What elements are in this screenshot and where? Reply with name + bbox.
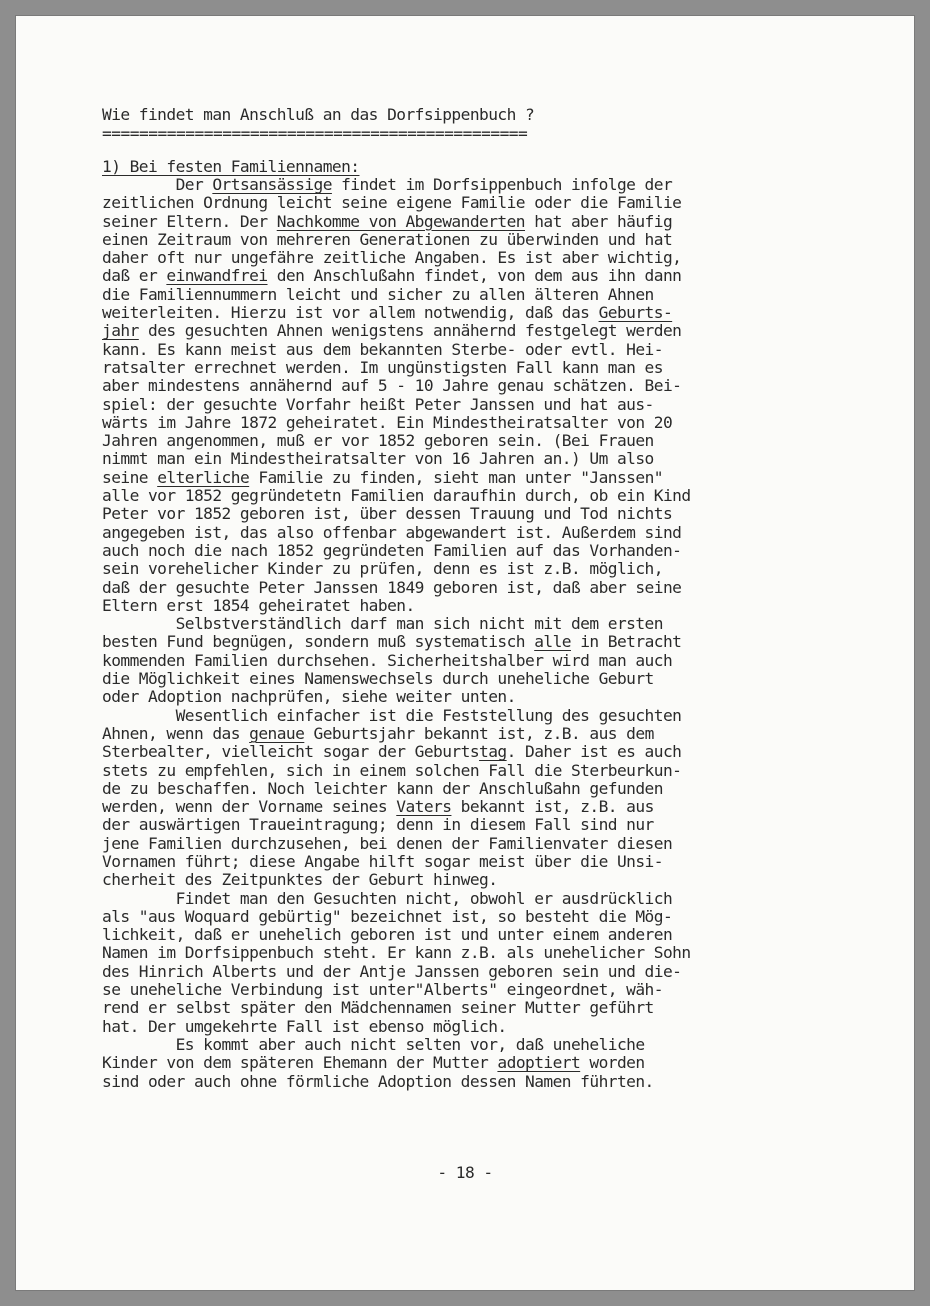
- text-segment: nimmt man ein Mindestheiratsalter von 16 Jahren an.) Um also: [102, 449, 654, 469]
- text-segment: sind oder auch ohne förmliche Adoption dessen Namen führten.: [102, 1071, 654, 1091]
- section-heading: 1) Bei festen Familiennamen:: [102, 157, 360, 176]
- text-segment: alle vor 1852 gegründetetn Familien daraufhin durch, ob ein Kind: [102, 486, 691, 506]
- text-line: [102, 780, 691, 798]
- text-line: [102, 963, 691, 981]
- text-line: [102, 743, 691, 761]
- text-line: [102, 542, 691, 560]
- text-line: [102, 908, 691, 926]
- text-line: [102, 560, 691, 578]
- text-segment: des gesuchten Ahnen wenigstens annähernd festgelegt werden: [138, 321, 682, 341]
- text-line: [102, 999, 691, 1017]
- document-page: [16, 16, 914, 1290]
- text-line: [102, 414, 691, 432]
- text-segment: seiner Eltern. Der: [102, 211, 277, 231]
- page-title: Wie findet man Anschluß an das Dorfsippenbuch ?: [102, 105, 535, 124]
- underlined-text: tag: [479, 742, 507, 762]
- underlined-text: genaue: [249, 723, 305, 743]
- text-segment: kann. Es kann meist aus dem bekannten Sterbe- oder evtl. Hei-: [102, 339, 663, 359]
- text-line: [102, 231, 691, 249]
- text-segment: . Daher ist es auch: [506, 742, 682, 762]
- text-segment: kommenden Familien durchsehen. Sicherheitshalber wird man auch: [102, 650, 673, 670]
- text-line: [102, 524, 691, 542]
- text-segment: Es kommt aber auch nicht selten vor, daß uneheliche: [102, 1034, 645, 1054]
- text-segment: Sterbealter, vielleicht sogar der Geburts: [102, 742, 480, 762]
- underlined-text: Vaters: [396, 797, 452, 817]
- text-segment: Ahnen, wenn das: [102, 723, 250, 743]
- text-segment: werden, wenn der Vorname seines: [102, 797, 397, 817]
- text-line: [102, 615, 691, 633]
- text-line: [102, 762, 691, 780]
- text-line: [102, 798, 691, 816]
- text-segment: seine: [102, 467, 158, 487]
- text-segment: jene Familien durchzusehen, bei denen der Familienvater diesen: [102, 833, 673, 853]
- text-line: [102, 944, 691, 962]
- text-segment: daher oft nur ungefähre zeitliche Angaben. Es ist aber wichtig,: [102, 248, 682, 268]
- text-line: [102, 487, 691, 505]
- text-segment: zeitlichen Ordnung leicht seine eigene Familie oder die Familie: [102, 193, 682, 213]
- text-segment: sein vorehelicher Kinder zu prüfen, denn es ist z.B. möglich,: [102, 559, 663, 579]
- text-line: [102, 249, 691, 267]
- text-segment: rend er selbst später den Mädchennamen seiner Mutter geführt: [102, 998, 654, 1018]
- text-line: [102, 1073, 691, 1091]
- text-line: [102, 652, 691, 670]
- text-line: [102, 890, 691, 908]
- text-line: [102, 377, 691, 395]
- text-line: [102, 597, 691, 615]
- text-line: [102, 450, 691, 468]
- text-segment: Selbstverständlich darf man sich nicht mit dem ersten: [102, 614, 663, 634]
- text-segment: Der: [102, 175, 213, 194]
- text-segment: daß der gesuchte Peter Janssen 1849 geboren ist, daß aber seine: [102, 577, 682, 597]
- text-line: [102, 194, 691, 212]
- text-segment: Vornamen führt; diese Angabe hilft sogar meist über die Unsi-: [102, 851, 663, 871]
- text-segment: Findet man den Gesuchten nicht, obwohl er ausdrücklich: [102, 888, 673, 908]
- text-line: [102, 981, 691, 999]
- text-segment: des Hinrich Alberts und der Antje Janssen geboren sein und die-: [102, 961, 682, 981]
- text-line: [102, 579, 691, 597]
- text-segment: der auswärtigen Traueintragung; denn in diesem Fall sind nur: [102, 815, 654, 835]
- page-number: - 18 -: [437, 1163, 493, 1182]
- text-segment: Peter vor 1852 geboren ist, über dessen Trauung und Tod nichts: [102, 504, 673, 524]
- text-segment: den Anschlußahn findet, von dem aus ihn dann: [267, 266, 682, 286]
- text-segment: daß er: [102, 266, 167, 286]
- text-line: [102, 688, 691, 706]
- underlined-text: alle: [534, 632, 571, 652]
- text-line: [102, 633, 691, 651]
- text-line: [102, 1054, 691, 1072]
- underlined-text: Geburts-: [598, 303, 673, 323]
- underlined-text: adoptiert: [497, 1053, 581, 1073]
- text-segment: die Möglichkeit eines Namenswechsels durch uneheliche Geburt: [102, 669, 654, 689]
- text-line: [102, 396, 691, 414]
- text-line: [102, 304, 691, 322]
- text-segment: auch noch die nach 1852 gegründeten Familien auf das Vorhanden-: [102, 540, 682, 560]
- text-segment: einen Zeitraum von mehreren Generationen zu überwinden und hat: [102, 229, 673, 249]
- text-line: [102, 286, 691, 304]
- text-line: [102, 341, 691, 359]
- text-segment: als "aus Woquard gebürtig" bezeichnet ist, so besteht die Mög-: [102, 906, 673, 926]
- text-line: [102, 816, 691, 834]
- text-segment: findet im Dorfsippenbuch infolge der: [331, 175, 673, 194]
- underlined-text: Ortsansässige: [212, 175, 332, 194]
- text-segment: spiel: der gesuchte Vorfahr heißt Peter Janssen und hat aus-: [102, 394, 654, 414]
- text-line: [102, 835, 691, 853]
- title-double-rule: ==============================================: [102, 124, 528, 143]
- text-line: [102, 707, 691, 725]
- text-line: [102, 725, 691, 743]
- text-segment: bekannt ist, z.B. aus: [451, 797, 654, 817]
- text-segment: Jahren angenommen, muß er vor 1852 geboren sein. (Bei Frauen: [102, 431, 654, 451]
- text-segment: wärts im Jahre 1872 geheiratet. Ein Mindestheiratsalter von 20: [102, 412, 673, 432]
- text-segment: lichkeit, daß er unehelich geboren ist und unter einem anderen: [102, 925, 673, 945]
- underlined-text: jahr: [102, 321, 139, 341]
- text-line: [102, 871, 691, 889]
- text-segment: de zu beschaffen. Noch leichter kann der Anschlußahn gefunden: [102, 778, 663, 798]
- text-line: [102, 176, 691, 194]
- text-segment: weiterleiten. Hierzu ist vor allem notwendig, daß das: [102, 303, 599, 323]
- text-segment: in Betracht: [571, 632, 682, 652]
- text-segment: besten Fund begnügen, sondern muß systematisch: [102, 632, 535, 652]
- text-segment: oder Adoption nachprüfen, siehe weiter unten.: [102, 687, 516, 707]
- text-segment: Eltern erst 1854 geheiratet haben.: [102, 595, 415, 615]
- text-segment: aber mindestens annähernd auf 5 - 10 Jahre genau schätzen. Bei-: [102, 376, 682, 396]
- text-segment: hat. Der umgekehrte Fall ist ebenso möglich.: [102, 1016, 507, 1036]
- text-segment: die Familiennummern leicht und sicher zu allen älteren Ahnen: [102, 284, 654, 304]
- text-segment: hat aber häufig: [525, 211, 673, 231]
- text-segment: angegeben ist, das also offenbar abgewandert ist. Außerdem sind: [102, 522, 682, 542]
- text-segment: Familie zu finden, sieht man unter "Janssen": [249, 467, 663, 487]
- text-segment: ratsalter errechnet werden. Im ungünstigsten Fall kann man es: [102, 357, 663, 377]
- text-segment: Wesentlich einfacher ist die Feststellung des gesuchten: [102, 705, 682, 725]
- text-line: [102, 432, 691, 450]
- text-segment: se uneheliche Verbindung ist unter"Alberts" eingeordnet, wäh-: [102, 980, 663, 1000]
- text-line: [102, 926, 691, 944]
- underlined-text: elterliche: [157, 467, 250, 487]
- underlined-text: Nachkomme von Abgewanderten: [276, 211, 526, 231]
- text-line: [102, 359, 691, 377]
- text-segment: stets zu empfehlen, sich in einem solchen Fall die Sterbeurkun-: [102, 760, 682, 780]
- text-line: [102, 670, 691, 688]
- text-segment: worden: [580, 1053, 645, 1073]
- text-segment: Geburtsjahr bekannt ist, z.B. aus dem: [304, 723, 654, 743]
- underlined-text: einwandfrei: [166, 266, 268, 286]
- text-line: [102, 853, 691, 871]
- text-segment: Kinder von dem späteren Ehemann der Mutter: [102, 1053, 498, 1073]
- text-line: [102, 1018, 691, 1036]
- body-text: [102, 176, 691, 1091]
- text-line: [102, 469, 691, 487]
- text-line: [102, 267, 691, 285]
- text-line: [102, 505, 691, 523]
- text-line: [102, 322, 691, 340]
- text-segment: Namen im Dorfsippenbuch steht. Er kann z.B. als unehelicher Sohn: [102, 943, 691, 963]
- text-line: [102, 1036, 691, 1054]
- text-line: [102, 213, 691, 231]
- text-segment: cherheit des Zeitpunktes der Geburt hinweg.: [102, 870, 498, 890]
